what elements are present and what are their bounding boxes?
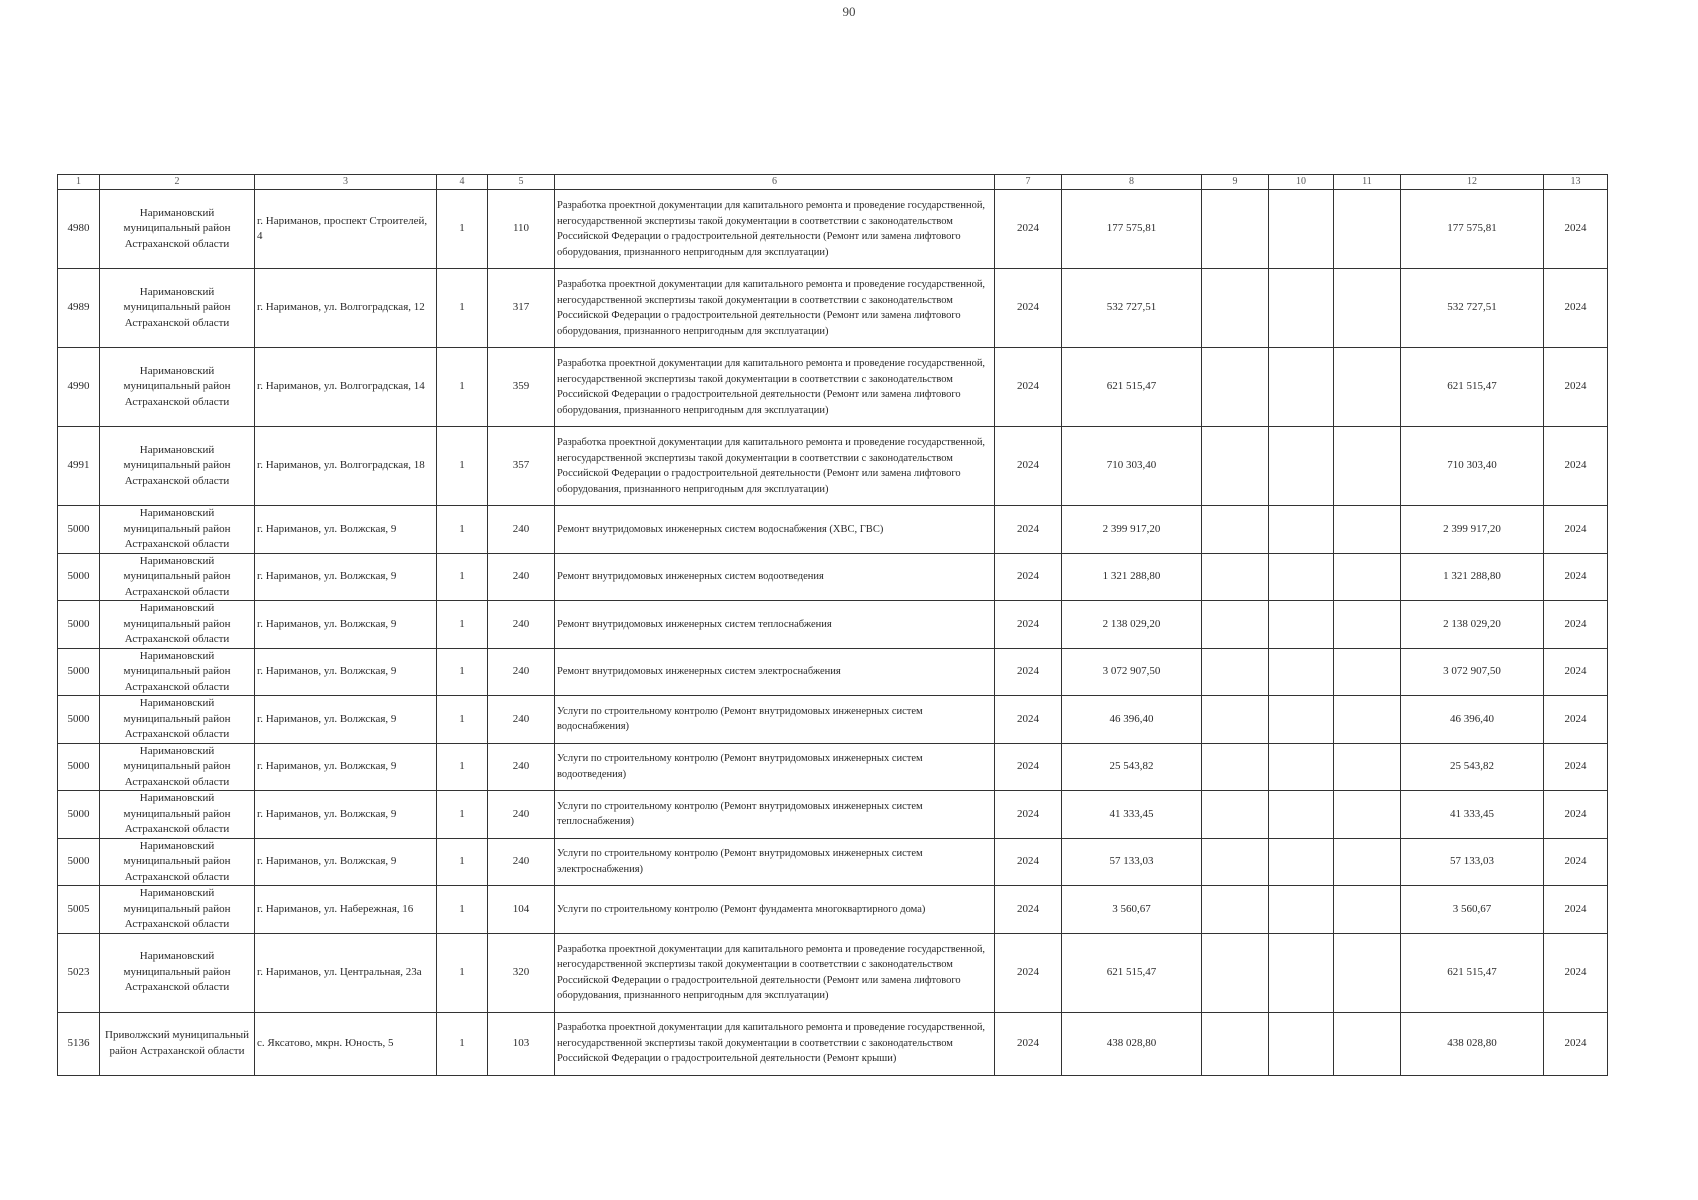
end-year-cell: 2024 <box>1544 348 1608 427</box>
column-9-cell <box>1202 348 1269 427</box>
address-cell: г. Нариманов, ул. Волжская, 9 <box>255 838 437 886</box>
row-id-cell: 5000 <box>58 696 100 744</box>
work-type-cell: Разработка проектной документации для капитального ремонта и проведение государственной, негосударственной экспертизы такой документации в соответствии с законодательством Российской Федерации о градостроительной деятельности (Ремонт или замена лифтового оборудования, признанного непригодным для эксплуатации) <box>555 933 995 1012</box>
column-9-cell <box>1202 743 1269 791</box>
table-row <box>58 791 1608 839</box>
column-10-cell <box>1269 933 1334 1012</box>
district-cell: Наримановский муниципальный район Астраханской области <box>100 743 255 791</box>
column-11-cell <box>1334 269 1401 348</box>
column-10-cell <box>1269 190 1334 269</box>
row-id-cell: 5000 <box>58 648 100 696</box>
column-4-cell: 1 <box>437 791 488 839</box>
work-type-cell: Услуги по строительному контролю (Ремонт внутридомовых инженерных систем водоснабжения) <box>555 696 995 744</box>
district-cell: Наримановский муниципальный район Астраханской области <box>100 427 255 506</box>
column-5-cell: 240 <box>488 506 555 554</box>
amount-cell: 438 028,80 <box>1062 1012 1202 1075</box>
year-cell: 2024 <box>995 648 1062 696</box>
table-row <box>58 348 1608 427</box>
row-id-cell: 5136 <box>58 1012 100 1075</box>
column-5-cell: 240 <box>488 696 555 744</box>
total-cell: 3 560,67 <box>1401 886 1544 934</box>
table-row <box>58 553 1608 601</box>
column-4-cell: 1 <box>437 743 488 791</box>
column-header: 13 <box>1544 175 1608 190</box>
column-5-cell: 359 <box>488 348 555 427</box>
year-cell: 2024 <box>995 269 1062 348</box>
column-11-cell <box>1334 427 1401 506</box>
table-row <box>58 648 1608 696</box>
row-id-cell: 5000 <box>58 553 100 601</box>
column-header: 9 <box>1202 175 1269 190</box>
column-11-cell <box>1334 791 1401 839</box>
total-cell: 177 575,81 <box>1401 190 1544 269</box>
row-id-cell: 5000 <box>58 506 100 554</box>
column-10-cell <box>1269 553 1334 601</box>
district-cell: Наримановский муниципальный район Астраханской области <box>100 838 255 886</box>
total-cell: 46 396,40 <box>1401 696 1544 744</box>
column-10-cell <box>1269 648 1334 696</box>
column-header: 2 <box>100 175 255 190</box>
column-5-cell: 103 <box>488 1012 555 1075</box>
total-cell: 2 138 029,20 <box>1401 601 1544 649</box>
column-11-cell <box>1334 933 1401 1012</box>
end-year-cell: 2024 <box>1544 648 1608 696</box>
year-cell: 2024 <box>995 791 1062 839</box>
column-11-cell <box>1334 838 1401 886</box>
district-cell: Наримановский муниципальный район Астраханской области <box>100 933 255 1012</box>
amount-cell: 621 515,47 <box>1062 933 1202 1012</box>
district-cell: Наримановский муниципальный район Астраханской области <box>100 506 255 554</box>
column-11-cell <box>1334 601 1401 649</box>
table-row <box>58 886 1608 934</box>
district-cell: Наримановский муниципальный район Астраханской области <box>100 348 255 427</box>
column-header: 5 <box>488 175 555 190</box>
column-5-cell: 240 <box>488 648 555 696</box>
column-5-cell: 240 <box>488 838 555 886</box>
address-cell: г. Нариманов, ул. Волжская, 9 <box>255 648 437 696</box>
row-id-cell: 5000 <box>58 791 100 839</box>
row-id-cell: 5000 <box>58 838 100 886</box>
table-body <box>58 190 1608 1076</box>
amount-cell: 621 515,47 <box>1062 348 1202 427</box>
column-10-cell <box>1269 348 1334 427</box>
amount-cell: 57 133,03 <box>1062 838 1202 886</box>
column-header: 12 <box>1401 175 1544 190</box>
amount-cell: 177 575,81 <box>1062 190 1202 269</box>
column-9-cell <box>1202 696 1269 744</box>
address-cell: г. Нариманов, ул. Волжская, 9 <box>255 791 437 839</box>
column-9-cell <box>1202 933 1269 1012</box>
column-header: 1 <box>58 175 100 190</box>
year-cell: 2024 <box>995 1012 1062 1075</box>
column-header: 6 <box>555 175 995 190</box>
row-id-cell: 5023 <box>58 933 100 1012</box>
address-cell: г. Нариманов, ул. Волгоградская, 12 <box>255 269 437 348</box>
column-5-cell: 240 <box>488 791 555 839</box>
column-9-cell <box>1202 427 1269 506</box>
year-cell: 2024 <box>995 933 1062 1012</box>
column-10-cell <box>1269 506 1334 554</box>
column-11-cell <box>1334 506 1401 554</box>
table-row <box>58 190 1608 269</box>
district-cell: Наримановский муниципальный район Астраханской области <box>100 791 255 839</box>
end-year-cell: 2024 <box>1544 269 1608 348</box>
amount-cell: 532 727,51 <box>1062 269 1202 348</box>
column-10-cell <box>1269 838 1334 886</box>
amount-cell: 2 138 029,20 <box>1062 601 1202 649</box>
table-row <box>58 696 1608 744</box>
amount-cell: 41 333,45 <box>1062 791 1202 839</box>
column-5-cell: 320 <box>488 933 555 1012</box>
end-year-cell: 2024 <box>1544 696 1608 744</box>
table-row <box>58 601 1608 649</box>
total-cell: 438 028,80 <box>1401 1012 1544 1075</box>
column-9-cell <box>1202 553 1269 601</box>
district-cell: Наримановский муниципальный район Астраханской области <box>100 696 255 744</box>
column-4-cell: 1 <box>437 190 488 269</box>
end-year-cell: 2024 <box>1544 838 1608 886</box>
column-9-cell <box>1202 506 1269 554</box>
column-9-cell <box>1202 791 1269 839</box>
table-row <box>58 269 1608 348</box>
column-9-cell <box>1202 1012 1269 1075</box>
amount-cell: 710 303,40 <box>1062 427 1202 506</box>
column-5-cell: 240 <box>488 743 555 791</box>
row-id-cell: 4991 <box>58 427 100 506</box>
column-9-cell <box>1202 886 1269 934</box>
column-header: 3 <box>255 175 437 190</box>
column-4-cell: 1 <box>437 838 488 886</box>
total-cell: 621 515,47 <box>1401 933 1544 1012</box>
column-10-cell <box>1269 791 1334 839</box>
work-type-cell: Ремонт внутридомовых инженерных систем водоотведения <box>555 553 995 601</box>
column-10-cell <box>1269 886 1334 934</box>
end-year-cell: 2024 <box>1544 886 1608 934</box>
total-cell: 621 515,47 <box>1401 348 1544 427</box>
column-4-cell: 1 <box>437 696 488 744</box>
column-10-cell <box>1269 601 1334 649</box>
year-cell: 2024 <box>995 743 1062 791</box>
table-row <box>58 506 1608 554</box>
end-year-cell: 2024 <box>1544 1012 1608 1075</box>
work-type-cell: Разработка проектной документации для капитального ремонта и проведение государственной, негосударственной экспертизы такой документации в соответствии с законодательством Российской Федерации о градостроительной деятельности (Ремонт или замена лифтового оборудования, признанного непригодным для эксплуатации) <box>555 190 995 269</box>
column-header: 10 <box>1269 175 1334 190</box>
work-type-cell: Услуги по строительному контролю (Ремонт фундамента многоквартирного дома) <box>555 886 995 934</box>
work-type-cell: Разработка проектной документации для капитального ремонта и проведение государственной, негосударственной экспертизы такой документации в соответствии с законодательством Российской Федерации о градостроительной деятельности (Ремонт крыши) <box>555 1012 995 1075</box>
work-type-cell: Услуги по строительному контролю (Ремонт внутридомовых инженерных систем электроснабжения) <box>555 838 995 886</box>
address-cell: г. Нариманов, ул. Волжская, 9 <box>255 696 437 744</box>
column-11-cell <box>1334 886 1401 934</box>
column-5-cell: 357 <box>488 427 555 506</box>
column-4-cell: 1 <box>437 348 488 427</box>
amount-cell: 46 396,40 <box>1062 696 1202 744</box>
table-row <box>58 838 1608 886</box>
column-9-cell <box>1202 601 1269 649</box>
row-id-cell: 5005 <box>58 886 100 934</box>
amount-cell: 1 321 288,80 <box>1062 553 1202 601</box>
column-4-cell: 1 <box>437 427 488 506</box>
address-cell: г. Нариманов, ул. Центральная, 23а <box>255 933 437 1012</box>
table-row <box>58 427 1608 506</box>
column-5-cell: 240 <box>488 601 555 649</box>
work-type-cell: Ремонт внутридомовых инженерных систем электроснабжения <box>555 648 995 696</box>
column-header: 8 <box>1062 175 1202 190</box>
column-11-cell <box>1334 553 1401 601</box>
column-4-cell: 1 <box>437 553 488 601</box>
column-11-cell <box>1334 696 1401 744</box>
column-5-cell: 317 <box>488 269 555 348</box>
column-number-header <box>58 175 1608 190</box>
total-cell: 710 303,40 <box>1401 427 1544 506</box>
column-4-cell: 1 <box>437 648 488 696</box>
district-cell: Наримановский муниципальный район Астраханской области <box>100 190 255 269</box>
end-year-cell: 2024 <box>1544 427 1608 506</box>
column-11-cell <box>1334 648 1401 696</box>
column-4-cell: 1 <box>437 506 488 554</box>
address-cell: г. Нариманов, ул. Набережная, 16 <box>255 886 437 934</box>
column-5-cell: 110 <box>488 190 555 269</box>
end-year-cell: 2024 <box>1544 791 1608 839</box>
row-id-cell: 4990 <box>58 348 100 427</box>
column-4-cell: 1 <box>437 269 488 348</box>
row-id-cell: 4980 <box>58 190 100 269</box>
year-cell: 2024 <box>995 348 1062 427</box>
column-9-cell <box>1202 190 1269 269</box>
capital-repair-table <box>57 174 1608 1076</box>
address-cell: с. Яксатово, мкрн. Юность, 5 <box>255 1012 437 1075</box>
amount-cell: 3 072 907,50 <box>1062 648 1202 696</box>
table-row <box>58 743 1608 791</box>
page-number: 90 <box>842 4 856 19</box>
district-cell: Наримановский муниципальный район Астраханской области <box>100 269 255 348</box>
work-type-cell: Разработка проектной документации для капитального ремонта и проведение государственной, негосударственной экспертизы такой документации в соответствии с законодательством Российской Федерации о градостроительной деятельности (Ремонт или замена лифтового оборудования, признанного непригодным для эксплуатации) <box>555 427 995 506</box>
column-5-cell: 240 <box>488 553 555 601</box>
work-type-cell: Услуги по строительному контролю (Ремонт внутридомовых инженерных систем водоотведения) <box>555 743 995 791</box>
row-id-cell: 5000 <box>58 601 100 649</box>
address-cell: г. Нариманов, ул. Волжская, 9 <box>255 601 437 649</box>
column-4-cell: 1 <box>437 1012 488 1075</box>
end-year-cell: 2024 <box>1544 553 1608 601</box>
column-4-cell: 1 <box>437 933 488 1012</box>
row-id-cell: 5000 <box>58 743 100 791</box>
district-cell: Наримановский муниципальный район Астраханской области <box>100 553 255 601</box>
column-10-cell <box>1269 427 1334 506</box>
district-cell: Наримановский муниципальный район Астраханской области <box>100 886 255 934</box>
column-9-cell <box>1202 269 1269 348</box>
column-10-cell <box>1269 743 1334 791</box>
district-cell: Наримановский муниципальный район Астраханской области <box>100 648 255 696</box>
column-11-cell <box>1334 190 1401 269</box>
year-cell: 2024 <box>995 601 1062 649</box>
column-4-cell: 1 <box>437 886 488 934</box>
year-cell: 2024 <box>995 553 1062 601</box>
work-type-cell: Разработка проектной документации для капитального ремонта и проведение государственной, негосударственной экспертизы такой документации в соответствии с законодательством Российской Федерации о градостроительной деятельности (Ремонт или замена лифтового оборудования, признанного непригодным для эксплуатации) <box>555 348 995 427</box>
total-cell: 41 333,45 <box>1401 791 1544 839</box>
end-year-cell: 2024 <box>1544 933 1608 1012</box>
total-cell: 3 072 907,50 <box>1401 648 1544 696</box>
total-cell: 532 727,51 <box>1401 269 1544 348</box>
amount-cell: 2 399 917,20 <box>1062 506 1202 554</box>
district-cell: Наримановский муниципальный район Астраханской области <box>100 601 255 649</box>
work-type-cell: Услуги по строительному контролю (Ремонт внутридомовых инженерных систем теплоснабжения) <box>555 791 995 839</box>
year-cell: 2024 <box>995 190 1062 269</box>
address-cell: г. Нариманов, проспект Строителей, 4 <box>255 190 437 269</box>
address-cell: г. Нариманов, ул. Волжская, 9 <box>255 743 437 791</box>
column-header: 4 <box>437 175 488 190</box>
total-cell: 25 543,82 <box>1401 743 1544 791</box>
year-cell: 2024 <box>995 696 1062 744</box>
column-9-cell <box>1202 648 1269 696</box>
column-9-cell <box>1202 838 1269 886</box>
column-10-cell <box>1269 1012 1334 1075</box>
column-11-cell <box>1334 348 1401 427</box>
district-cell: Приволжский муниципальный район Астраханской области <box>100 1012 255 1075</box>
total-cell: 57 133,03 <box>1401 838 1544 886</box>
column-10-cell <box>1269 269 1334 348</box>
amount-cell: 25 543,82 <box>1062 743 1202 791</box>
total-cell: 2 399 917,20 <box>1401 506 1544 554</box>
column-header: 7 <box>995 175 1062 190</box>
end-year-cell: 2024 <box>1544 506 1608 554</box>
column-header: 11 <box>1334 175 1401 190</box>
column-5-cell: 104 <box>488 886 555 934</box>
column-11-cell <box>1334 743 1401 791</box>
row-id-cell: 4989 <box>58 269 100 348</box>
address-cell: г. Нариманов, ул. Волгоградская, 18 <box>255 427 437 506</box>
column-10-cell <box>1269 696 1334 744</box>
address-cell: г. Нариманов, ул. Волжская, 9 <box>255 506 437 554</box>
column-4-cell: 1 <box>437 601 488 649</box>
column-11-cell <box>1334 1012 1401 1075</box>
table-row <box>58 1012 1608 1075</box>
address-cell: г. Нариманов, ул. Волжская, 9 <box>255 553 437 601</box>
year-cell: 2024 <box>995 838 1062 886</box>
end-year-cell: 2024 <box>1544 743 1608 791</box>
work-type-cell: Ремонт внутридомовых инженерных систем теплоснабжения <box>555 601 995 649</box>
work-type-cell: Ремонт внутридомовых инженерных систем водоснабжения (ХВС, ГВС) <box>555 506 995 554</box>
end-year-cell: 2024 <box>1544 601 1608 649</box>
total-cell: 1 321 288,80 <box>1401 553 1544 601</box>
year-cell: 2024 <box>995 427 1062 506</box>
end-year-cell: 2024 <box>1544 190 1608 269</box>
amount-cell: 3 560,67 <box>1062 886 1202 934</box>
year-cell: 2024 <box>995 506 1062 554</box>
address-cell: г. Нариманов, ул. Волгоградская, 14 <box>255 348 437 427</box>
year-cell: 2024 <box>995 886 1062 934</box>
table-row <box>58 933 1608 1012</box>
work-type-cell: Разработка проектной документации для капитального ремонта и проведение государственной, негосударственной экспертизы такой документации в соответствии с законодательством Российской Федерации о градостроительной деятельности (Ремонт или замена лифтового оборудования, признанного непригодным для эксплуатации) <box>555 269 995 348</box>
